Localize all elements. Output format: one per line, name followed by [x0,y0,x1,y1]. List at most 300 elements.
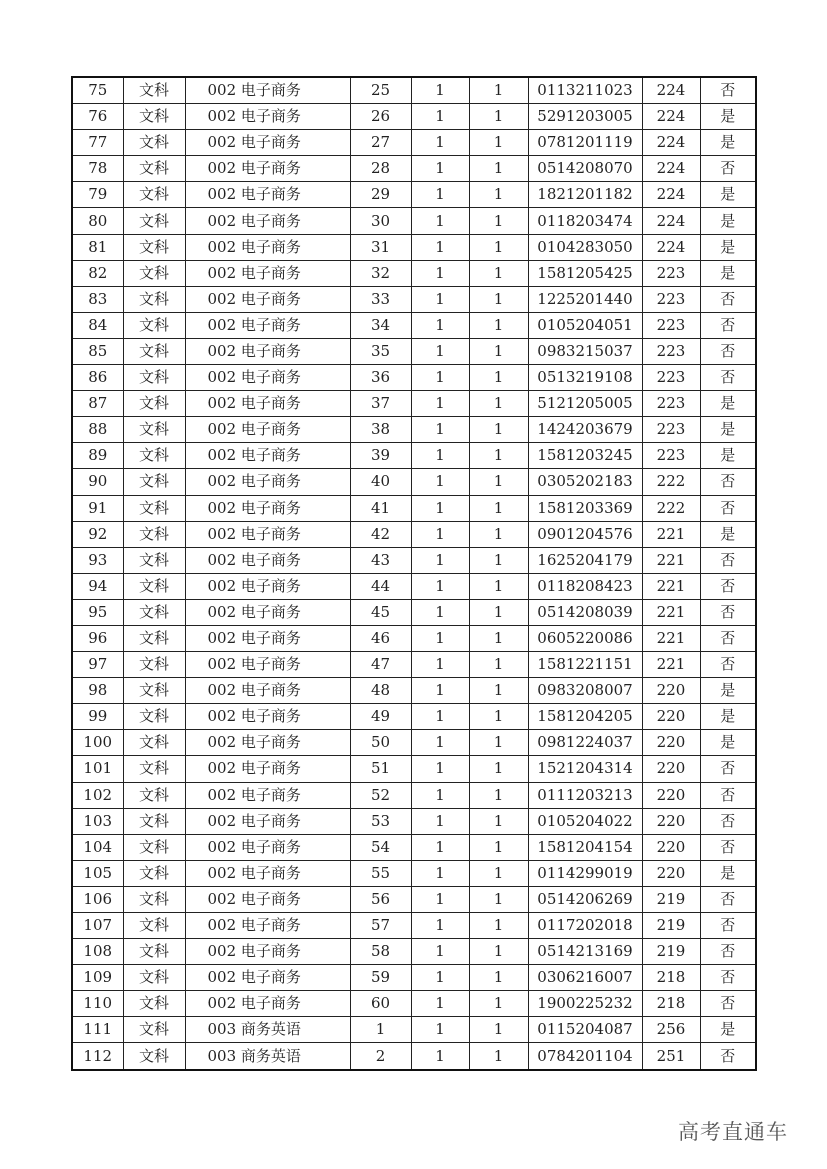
table-row [72,312,756,338]
score-cell: 221 [642,521,700,547]
row-number-cell: 98 [72,678,123,704]
table-row [72,208,756,234]
row-number-cell: 97 [72,652,123,678]
col-b-cell: 1 [469,652,528,678]
row-number-cell: 93 [72,547,123,573]
major-cell: 002 电子商务 [185,182,350,208]
score-cell: 221 [642,652,700,678]
major-rank-cell: 45 [350,599,411,625]
col-a-cell: 1 [411,913,469,939]
major-rank-cell: 54 [350,834,411,860]
flag-cell: 否 [700,834,756,860]
major-rank-cell: 50 [350,730,411,756]
major-cell: 002 电子商务 [185,599,350,625]
col-b-cell: 1 [469,156,528,182]
major-cell: 002 电子商务 [185,652,350,678]
table-row [72,886,756,912]
row-number-cell: 92 [72,521,123,547]
flag-cell: 否 [700,991,756,1017]
col-a-cell: 1 [411,469,469,495]
score-cell: 220 [642,860,700,886]
category-cell: 文科 [123,77,185,104]
major-rank-cell: 60 [350,991,411,1017]
category-cell: 文科 [123,443,185,469]
col-a-cell: 1 [411,573,469,599]
col-b-cell: 1 [469,338,528,364]
candidate-id-cell: 0113211023 [528,77,642,104]
major-cell: 002 电子商务 [185,391,350,417]
score-cell: 224 [642,156,700,182]
score-cell: 219 [642,886,700,912]
table-row [72,104,756,130]
col-b-cell: 1 [469,130,528,156]
score-cell: 224 [642,208,700,234]
row-number-cell: 84 [72,312,123,338]
category-cell: 文科 [123,312,185,338]
table-row [72,756,756,782]
category-cell: 文科 [123,939,185,965]
flag-cell: 否 [700,1043,756,1070]
score-cell: 219 [642,913,700,939]
category-cell: 文科 [123,913,185,939]
col-a-cell: 1 [411,77,469,104]
col-b-cell: 1 [469,391,528,417]
major-cell: 002 电子商务 [185,939,350,965]
flag-cell: 否 [700,547,756,573]
table-row [72,1017,756,1043]
candidate-id-cell: 0981224037 [528,730,642,756]
row-number-cell: 109 [72,965,123,991]
major-cell: 002 电子商务 [185,521,350,547]
flag-cell: 否 [700,338,756,364]
candidate-id-cell: 1424203679 [528,417,642,443]
col-a-cell: 1 [411,391,469,417]
row-number-cell: 112 [72,1043,123,1070]
flag-cell: 是 [700,1017,756,1043]
score-cell: 223 [642,391,700,417]
major-rank-cell: 40 [350,469,411,495]
row-number-cell: 82 [72,260,123,286]
flag-cell: 是 [700,208,756,234]
major-cell: 002 电子商务 [185,886,350,912]
major-rank-cell: 48 [350,678,411,704]
table-row [72,547,756,573]
major-cell: 002 电子商务 [185,808,350,834]
row-number-cell: 100 [72,730,123,756]
score-cell: 218 [642,991,700,1017]
category-cell: 文科 [123,260,185,286]
category-cell: 文科 [123,808,185,834]
candidate-id-cell: 0117202018 [528,913,642,939]
major-cell: 002 电子商务 [185,469,350,495]
category-cell: 文科 [123,182,185,208]
major-cell: 002 电子商务 [185,286,350,312]
table-row [72,391,756,417]
col-b-cell: 1 [469,365,528,391]
category-cell: 文科 [123,991,185,1017]
col-b-cell: 1 [469,469,528,495]
col-a-cell: 1 [411,782,469,808]
major-rank-cell: 57 [350,913,411,939]
col-b-cell: 1 [469,495,528,521]
score-cell: 223 [642,312,700,338]
major-rank-cell: 51 [350,756,411,782]
row-number-cell: 105 [72,860,123,886]
table-row [72,338,756,364]
candidate-id-cell: 0306216007 [528,965,642,991]
col-b-cell: 1 [469,443,528,469]
col-a-cell: 1 [411,625,469,651]
category-cell: 文科 [123,234,185,260]
row-number-cell: 99 [72,704,123,730]
flag-cell: 是 [700,860,756,886]
flag-cell: 是 [700,443,756,469]
category-cell: 文科 [123,1017,185,1043]
major-rank-cell: 49 [350,704,411,730]
col-a-cell: 1 [411,678,469,704]
table-row [72,286,756,312]
row-number-cell: 91 [72,495,123,521]
major-rank-cell: 58 [350,939,411,965]
score-cell: 223 [642,286,700,312]
major-cell: 002 电子商务 [185,834,350,860]
major-cell: 003 商务英语 [185,1043,350,1070]
category-cell: 文科 [123,573,185,599]
score-cell: 222 [642,469,700,495]
candidate-id-cell: 0105204022 [528,808,642,834]
category-cell: 文科 [123,860,185,886]
major-rank-cell: 26 [350,104,411,130]
flag-cell: 否 [700,495,756,521]
row-number-cell: 108 [72,939,123,965]
col-a-cell: 1 [411,104,469,130]
candidate-id-cell: 0514213169 [528,939,642,965]
row-number-cell: 102 [72,782,123,808]
major-cell: 002 电子商务 [185,208,350,234]
row-number-cell: 88 [72,417,123,443]
table-row [72,652,756,678]
col-b-cell: 1 [469,965,528,991]
major-cell: 002 电子商务 [185,965,350,991]
col-b-cell: 1 [469,756,528,782]
col-b-cell: 1 [469,913,528,939]
col-a-cell: 1 [411,886,469,912]
flag-cell: 是 [700,391,756,417]
flag-cell: 否 [700,782,756,808]
candidate-id-cell: 0105204051 [528,312,642,338]
col-b-cell: 1 [469,573,528,599]
flag-cell: 否 [700,573,756,599]
col-b-cell: 1 [469,260,528,286]
category-cell: 文科 [123,599,185,625]
candidate-id-cell: 1581203369 [528,495,642,521]
candidate-id-cell: 0513219108 [528,365,642,391]
candidate-id-cell: 1225201440 [528,286,642,312]
major-cell: 002 电子商务 [185,730,350,756]
score-cell: 220 [642,834,700,860]
row-number-cell: 81 [72,234,123,260]
col-a-cell: 1 [411,860,469,886]
flag-cell: 否 [700,156,756,182]
table-row [72,573,756,599]
score-cell: 220 [642,808,700,834]
score-cell: 221 [642,547,700,573]
row-number-cell: 95 [72,599,123,625]
major-cell: 002 电子商务 [185,860,350,886]
flag-cell: 否 [700,756,756,782]
table-row [72,730,756,756]
table-row [72,469,756,495]
major-rank-cell: 38 [350,417,411,443]
candidate-id-cell: 1625204179 [528,547,642,573]
flag-cell: 是 [700,130,756,156]
flag-cell: 否 [700,965,756,991]
table-row [72,260,756,286]
table-row [72,782,756,808]
col-a-cell: 1 [411,286,469,312]
col-a-cell: 1 [411,130,469,156]
major-cell: 002 电子商务 [185,495,350,521]
major-cell: 002 电子商务 [185,365,350,391]
table-row [72,808,756,834]
major-rank-cell: 30 [350,208,411,234]
category-cell: 文科 [123,391,185,417]
col-b-cell: 1 [469,599,528,625]
category-cell: 文科 [123,1043,185,1070]
col-b-cell: 1 [469,1017,528,1043]
major-cell: 002 电子商务 [185,625,350,651]
row-number-cell: 107 [72,913,123,939]
major-cell: 002 电子商务 [185,338,350,364]
major-cell: 002 电子商务 [185,991,350,1017]
major-rank-cell: 43 [350,547,411,573]
major-cell: 002 电子商务 [185,443,350,469]
flag-cell: 否 [700,886,756,912]
candidate-id-cell: 1581203245 [528,443,642,469]
flag-cell: 否 [700,939,756,965]
candidate-id-cell: 0781201119 [528,130,642,156]
table-row [72,991,756,1017]
table-row [72,443,756,469]
candidate-id-cell: 1821201182 [528,182,642,208]
score-cell: 219 [642,939,700,965]
col-b-cell: 1 [469,678,528,704]
col-b-cell: 1 [469,208,528,234]
flag-cell: 否 [700,913,756,939]
major-rank-cell: 52 [350,782,411,808]
col-b-cell: 1 [469,886,528,912]
major-cell: 002 电子商务 [185,130,350,156]
col-a-cell: 1 [411,704,469,730]
category-cell: 文科 [123,886,185,912]
score-cell: 221 [642,599,700,625]
category-cell: 文科 [123,104,185,130]
category-cell: 文科 [123,521,185,547]
candidate-id-cell: 0514206269 [528,886,642,912]
major-rank-cell: 42 [350,521,411,547]
score-cell: 220 [642,756,700,782]
major-cell: 002 电子商务 [185,547,350,573]
table-body [72,77,756,1070]
row-number-cell: 106 [72,886,123,912]
table-row [72,860,756,886]
table-row [72,234,756,260]
col-a-cell: 1 [411,1043,469,1070]
col-a-cell: 1 [411,443,469,469]
major-cell: 002 电子商务 [185,704,350,730]
table-row [72,495,756,521]
table-row [72,678,756,704]
flag-cell: 是 [700,417,756,443]
col-a-cell: 1 [411,156,469,182]
table-row [72,365,756,391]
major-rank-cell: 33 [350,286,411,312]
major-rank-cell: 47 [350,652,411,678]
col-b-cell: 1 [469,939,528,965]
table-row [72,939,756,965]
category-cell: 文科 [123,547,185,573]
col-a-cell: 1 [411,965,469,991]
flag-cell: 否 [700,652,756,678]
candidate-id-cell: 5121205005 [528,391,642,417]
major-cell: 003 商务英语 [185,1017,350,1043]
col-b-cell: 1 [469,286,528,312]
major-rank-cell: 28 [350,156,411,182]
category-cell: 文科 [123,704,185,730]
table-row [72,77,756,104]
major-cell: 002 电子商务 [185,104,350,130]
candidate-id-cell: 0118208423 [528,573,642,599]
candidate-id-cell: 0983215037 [528,338,642,364]
major-rank-cell: 35 [350,338,411,364]
flag-cell: 是 [700,234,756,260]
col-a-cell: 1 [411,208,469,234]
col-a-cell: 1 [411,808,469,834]
candidate-id-cell: 5291203005 [528,104,642,130]
candidate-id-cell: 0114299019 [528,860,642,886]
score-cell: 224 [642,182,700,208]
row-number-cell: 76 [72,104,123,130]
col-b-cell: 1 [469,860,528,886]
score-cell: 221 [642,625,700,651]
row-number-cell: 75 [72,77,123,104]
score-cell: 223 [642,338,700,364]
major-rank-cell: 31 [350,234,411,260]
category-cell: 文科 [123,208,185,234]
candidate-id-cell: 1521204314 [528,756,642,782]
category-cell: 文科 [123,625,185,651]
table-row [72,130,756,156]
major-rank-cell: 44 [350,573,411,599]
col-a-cell: 1 [411,547,469,573]
col-a-cell: 1 [411,521,469,547]
flag-cell: 是 [700,521,756,547]
major-cell: 002 电子商务 [185,260,350,286]
candidate-id-cell: 1581205425 [528,260,642,286]
col-a-cell: 1 [411,417,469,443]
major-cell: 002 电子商务 [185,156,350,182]
col-a-cell: 1 [411,234,469,260]
col-a-cell: 1 [411,495,469,521]
category-cell: 文科 [123,495,185,521]
col-a-cell: 1 [411,182,469,208]
major-rank-cell: 53 [350,808,411,834]
flag-cell: 是 [700,704,756,730]
category-cell: 文科 [123,469,185,495]
row-number-cell: 110 [72,991,123,1017]
col-a-cell: 1 [411,260,469,286]
major-rank-cell: 37 [350,391,411,417]
table-row [72,704,756,730]
flag-cell: 否 [700,599,756,625]
col-b-cell: 1 [469,104,528,130]
major-cell: 002 电子商务 [185,573,350,599]
col-a-cell: 1 [411,756,469,782]
major-cell: 002 电子商务 [185,417,350,443]
table-row [72,834,756,860]
flag-cell: 否 [700,312,756,338]
score-cell: 223 [642,417,700,443]
category-cell: 文科 [123,678,185,704]
table-row [72,182,756,208]
candidate-id-cell: 1900225232 [528,991,642,1017]
col-b-cell: 1 [469,704,528,730]
col-b-cell: 1 [469,417,528,443]
score-cell: 220 [642,678,700,704]
major-rank-cell: 32 [350,260,411,286]
score-cell: 224 [642,234,700,260]
flag-cell: 否 [700,808,756,834]
row-number-cell: 78 [72,156,123,182]
row-number-cell: 86 [72,365,123,391]
score-cell: 223 [642,365,700,391]
col-a-cell: 1 [411,730,469,756]
candidate-id-cell: 0901204576 [528,521,642,547]
major-rank-cell: 59 [350,965,411,991]
col-b-cell: 1 [469,234,528,260]
category-cell: 文科 [123,730,185,756]
category-cell: 文科 [123,834,185,860]
major-cell: 002 电子商务 [185,913,350,939]
score-cell: 223 [642,260,700,286]
row-number-cell: 85 [72,338,123,364]
score-cell: 220 [642,704,700,730]
watermark: 高考直通车 [678,1120,788,1144]
col-a-cell: 1 [411,834,469,860]
row-number-cell: 90 [72,469,123,495]
row-number-cell: 94 [72,573,123,599]
major-rank-cell: 41 [350,495,411,521]
col-b-cell: 1 [469,77,528,104]
major-rank-cell: 46 [350,625,411,651]
table-row [72,913,756,939]
row-number-cell: 89 [72,443,123,469]
major-rank-cell: 29 [350,182,411,208]
flag-cell: 是 [700,730,756,756]
candidate-id-cell: 1581204154 [528,834,642,860]
row-number-cell: 111 [72,1017,123,1043]
major-rank-cell: 1 [350,1017,411,1043]
col-b-cell: 1 [469,182,528,208]
row-number-cell: 83 [72,286,123,312]
category-cell: 文科 [123,782,185,808]
candidate-id-cell: 0514208039 [528,599,642,625]
major-cell: 002 电子商务 [185,234,350,260]
col-b-cell: 1 [469,312,528,338]
row-number-cell: 96 [72,625,123,651]
flag-cell: 是 [700,678,756,704]
col-a-cell: 1 [411,312,469,338]
